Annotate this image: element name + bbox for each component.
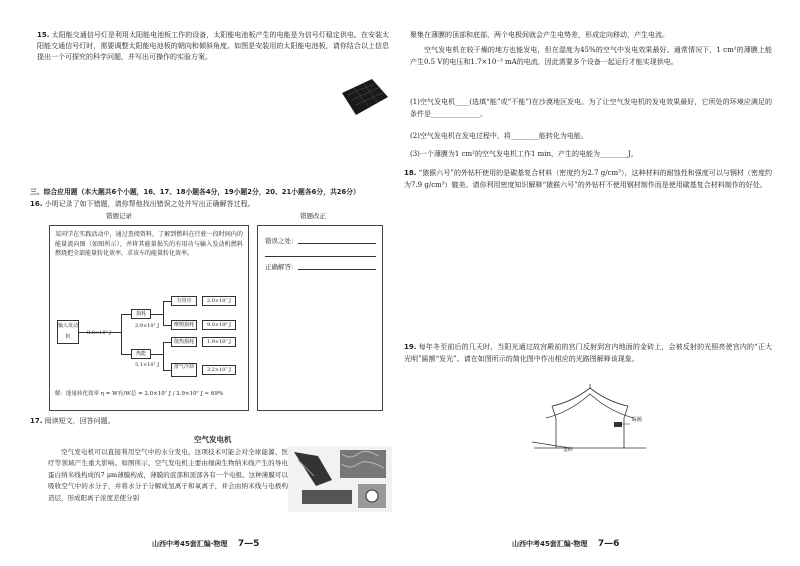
heat-loss-value: 1.9×10⁷ J [202,337,236,347]
question-19 [404,341,772,366]
error-solution [55,390,245,399]
page-number: 7—5 [237,539,260,549]
right-page [400,0,800,566]
correction-box [257,225,383,411]
solar-panel-image [338,75,390,119]
section-title: 三、综合应用题（本大题共6个小题，16、17、18小题各4分，19小题2分，20、21小题各6分，共26分） [30,188,360,196]
error-answer-line-2[interactable] [265,256,376,257]
question-text: 每年冬至前后的几天时，当阳光通过故宫殿前的宫门反射到宫内地面的金砖上，会被反射的光照亮使宫内的“正大光明”匾额“发光”。请在如图所示的简化图中作出相应的光路图解释该现象。 [404,343,773,364]
question-17-intro [30,416,394,427]
error-label: 错误之处： [265,237,298,245]
branch-2-value: 5.1×10⁷ J [135,362,160,368]
friction-loss-value: 9.0×10⁶ J [202,320,236,330]
footer-title: 山西中考45套汇编·物理 [152,540,228,548]
question-text: “猿猴六号”的外钻杆使用的是碳基复合材料（密度约为2.7 g/cm³），这种材料的耐蚀性和强度可以与钢材（密度约为7.9 g/cm³）媲美。请你利用密度知识解释“猿猴六号”的外钻杆不使用钢材制作而是使用碳基复合材料制作的好处。 [404,169,772,190]
question-text: 太阳能交通信号灯是利用太阳能电池板工作的设备，太阳能电池板产生的电能是为信号灯稳定供电。在安装太阳能交通信号灯时，需要调整太阳能电池板的朝向和倾斜角度。如图是安装用的太阳能电池板，请你结合以上信息提出一个可探究的科学问题，并写出可操作的实验方案。 [37,31,390,61]
footer-left [152,538,259,552]
branch-1-box: 损耗 [131,309,151,319]
heat-loss-box: 散热损耗 [171,337,197,347]
question-18 [404,167,772,192]
footer-right [512,538,619,552]
question-text: 阅读短文，回答问题。 [44,417,115,425]
solution-prefix: 解： [55,391,67,397]
article-paragraph-2: 空气发电机在较干燥的地方也能发电，但在湿度为45%的空气中发电效果最好。通常情况下，1 cm²的薄膜上能产生0.5 V的电压和1.7×10⁻³ mA的电流，因此需要多个设备一起运行才能实现供电。 [410,46,772,67]
exhaust-box: 排气冷却 [171,363,197,377]
sub-question-2: (2)空气发电机在发电过程中，将________能转化为电能。 [410,132,588,140]
useful-work-box: 有用功 [171,296,197,306]
air-generator-image [288,446,392,512]
branch-1-value: 2.9×10⁷ J [135,323,160,329]
exhaust-value: 3.2×10⁷ J [202,365,236,375]
question-15 [37,30,389,63]
error-problem-text: 某同学在实践活动中，通过查阅资料，了解到燃料在行驶一段时间内的能量流向图（如图所示），并将其能量损失的有用功与输入发动机燃料燃烧把全部能量转化效率，求该车的能量转化效率。 [55,231,243,258]
input-value: 8.0×10⁷ J [87,330,112,336]
question-number: 15. [37,31,50,39]
page-number: 7—6 [597,539,620,549]
friction-loss-box: 摩擦损耗 [171,320,197,330]
question-number: 18. [404,169,417,177]
article-text: 空气发电机可以直接利用空气中的水分发电，这项技术可能会对全球能源、医疗等领域产生重大影响。如图所示，空气发电机主要由细菌生物纳米线产生的导电蛋白纳米线构成的7 μm薄膜构成，薄膜的底部和顶部各有一个电极。这种薄膜可以吸收空气中的水分子，并将水分子分解成氢离子和氧离子，并会由纳米线与电极构造层，形成阳离子浓度差使分别 [48,448,288,502]
correct-answer-line[interactable] [298,269,376,270]
input-engine-box: 输入发动机 [57,320,79,344]
branch-2-box: 热能 [131,349,151,359]
question-number: 16. [30,200,43,208]
question-text: 小明记录了如下错题，请你帮他找出错误之处并写出正确解答过程。 [44,200,255,208]
sub-question-3: (3)一个薄膜为1 cm²的空气发电机工作1 min，产生的电能为________J。 [410,150,638,158]
col-header-errors: 错题记录 [106,212,132,220]
question-number: 17. [30,417,43,425]
error-answer-line[interactable] [298,243,376,244]
solution-formula: 能量转化效率 η = W有/W总 = 2.0×10⁷ J / 2.9×10⁷ J ≈ 69% [66,391,224,397]
correct-label: 正确解答： [265,263,298,271]
sub-question-1: (1)空气发电机____(选填“能”或“不能”)在沙漠地区发电。为了让空气发电机的发电效果最好，它所处的环境应满足的条件是______________。 [410,98,772,119]
label-brick: 金砖 [563,447,574,453]
article-continuation: 聚集在薄膜的顶部和底部，两个电极间就会产生电势差，形成定向移动，产生电流。 [410,31,669,39]
footer-title: 山西中考45套汇编·物理 [512,540,588,548]
useful-work-value: 2.0×10⁷ J [202,296,236,306]
article-title: 空气发电机 [194,435,232,444]
question-16-intro [30,199,394,210]
question-number: 19. [404,343,417,351]
col-header-corrections: 错题改正 [300,212,326,220]
label-plaque: 匾额 [632,417,643,423]
